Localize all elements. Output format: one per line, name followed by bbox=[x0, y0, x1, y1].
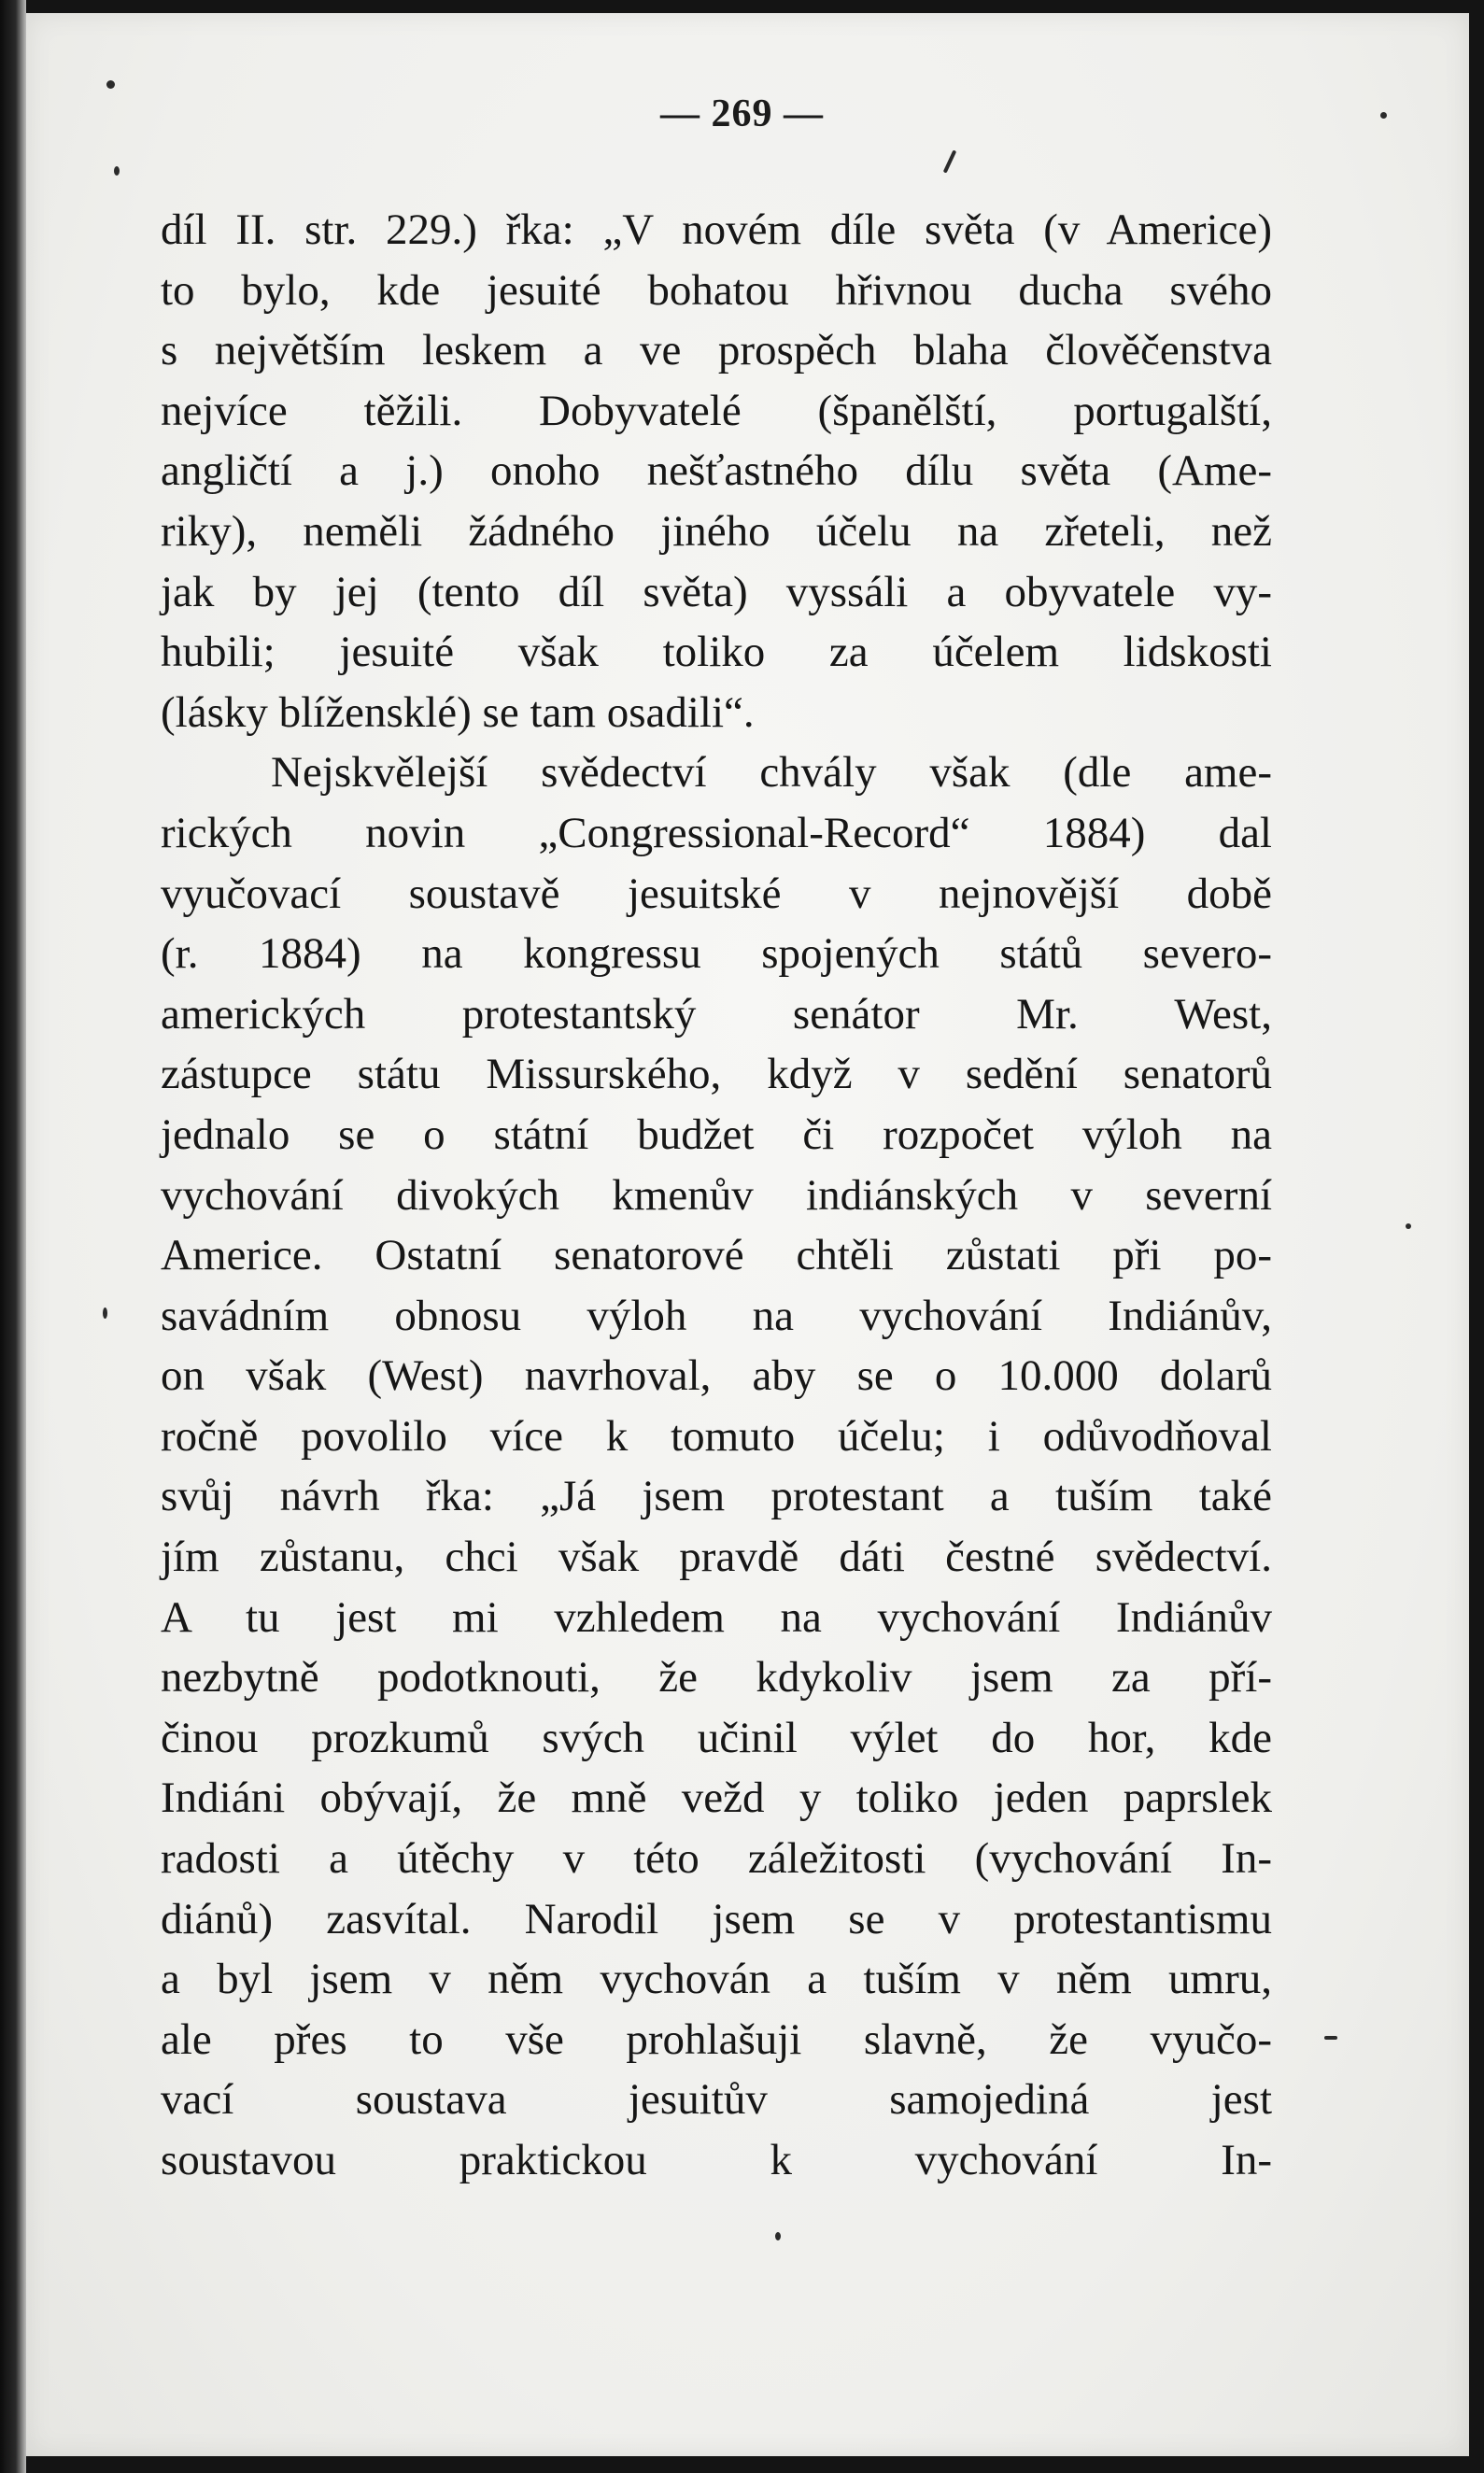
text-line: diánů) zasvítal. Narodil jsem se v protestantismu bbox=[161, 1894, 1272, 1943]
text-line: soustavou praktickou k vychování In- bbox=[161, 2136, 1272, 2184]
text-line: hubili; jesuité však toliko za účelem lidskosti bbox=[161, 628, 1272, 677]
text-line: činou prozkumů svých učinil výlet do hor, kde bbox=[161, 1713, 1272, 1762]
text-line: rických novin „Congressional-Record“ 1884) dal bbox=[161, 808, 1272, 857]
text-line: (lásky blížensklé) se tam osadili“. bbox=[161, 687, 755, 737]
text-line: A tu jest mi vzhledem na vychování Indiánův bbox=[161, 1592, 1272, 1642]
text-line: Indiáni obývají, že mně vežd y toliko jeden paprslek bbox=[161, 1773, 1272, 1823]
text-line: radosti a útěchy v této záležitosti (vychování In- bbox=[161, 1834, 1272, 1884]
text-line: vyučovací soustavě jesuitské v nejnovější době bbox=[161, 869, 1272, 918]
text-line: díl II. str. 229.) řka: „V novém díle světa (v Americe) bbox=[161, 205, 1272, 254]
text-line: zástupce státu Missurského, když v sedění senatorů bbox=[161, 1050, 1272, 1099]
text-line: jak by jej (tento díl světa) vyssáli a obyvatele vy- bbox=[161, 567, 1272, 616]
text-line: riky), neměli žádného jiného účelu na zřeteli, než bbox=[161, 506, 1272, 556]
page-binding-edge bbox=[0, 0, 26, 2473]
scan-speck bbox=[775, 2232, 781, 2240]
text-line: Americe. Ostatní senatorové chtěli zůstati při po- bbox=[161, 1231, 1272, 1280]
text-line: nezbytně podotknouti, že kdykoliv jsem za pří- bbox=[161, 1653, 1272, 1703]
text-line: vychování divokých kmenův indiánských v severní bbox=[161, 1170, 1272, 1220]
text-line: to bylo, kde jesuité bohatou hřivnou ducha svého bbox=[161, 265, 1272, 315]
text-line: savádním obnosu výloh na vychování Indiánův, bbox=[161, 1291, 1272, 1340]
scan-speck bbox=[1324, 2036, 1337, 2040]
text-line: on však (West) navrhoval, aby se o 10.000 dolarů bbox=[161, 1351, 1272, 1401]
body-text bbox=[161, 200, 1272, 2191]
scan-speck bbox=[103, 1307, 107, 1319]
text-line: s největším leskem a ve prospěch blaha člověčenstva bbox=[161, 326, 1272, 375]
text-line: svůj návrh řka: „Já jsem protestant a tuším také bbox=[161, 1472, 1272, 1521]
text-line: a byl jsem v něm vychován a tuším v něm umru, bbox=[161, 1955, 1272, 2004]
scan-speck bbox=[114, 166, 120, 176]
text-line: (r. 1884) na kongressu spojených států severo- bbox=[161, 929, 1272, 979]
text-line: amerických protestantský senátor Mr. West, bbox=[161, 989, 1272, 1039]
text-line: vací soustava jesuitův samojediná jest bbox=[161, 2075, 1272, 2125]
text-line: jím zůstanu, chci však pravdě dáti čestné svědectví. bbox=[161, 1533, 1272, 1582]
text-line: jednalo se o státní budžet či rozpočet výloh na bbox=[161, 1109, 1272, 1159]
text-line: ročně povolilo více k tomuto účelu; i odůvodňoval bbox=[161, 1411, 1272, 1461]
page-number: — 269 — bbox=[660, 92, 824, 135]
text-line: angličtí a j.) onoho nešťastného dílu světa (Ame- bbox=[161, 446, 1272, 496]
text-line: nejvíce těžili. Dobyvatelé (španělští, portugalští, bbox=[161, 386, 1272, 435]
scan-speck bbox=[106, 80, 115, 89]
scan-speck bbox=[1406, 1223, 1411, 1229]
scan-speck bbox=[1380, 112, 1387, 119]
text-line: ale přes to vše prohlašuji slavně, že vyučo- bbox=[161, 2014, 1272, 2064]
text-line: Nejskvělejší svědectví chvály však (dle ame- bbox=[271, 748, 1272, 798]
